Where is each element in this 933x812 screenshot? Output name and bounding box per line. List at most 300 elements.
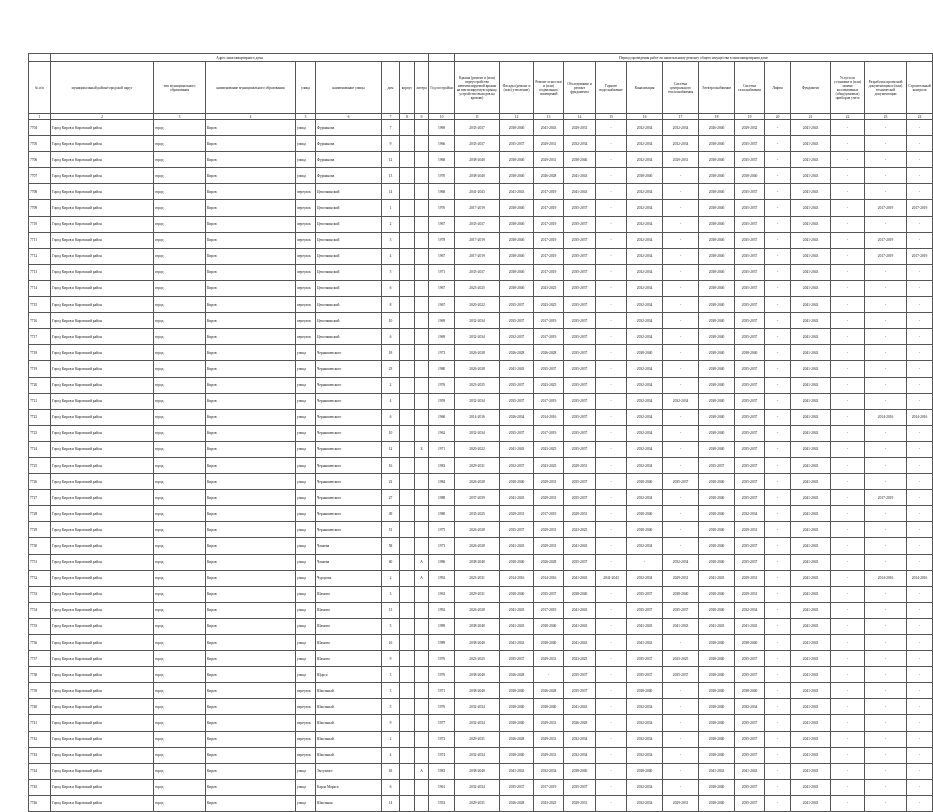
table-cell: - (865, 667, 907, 683)
table-cell: город (154, 297, 206, 313)
table-cell: переулок (296, 248, 316, 264)
table-cell: 2035-2037 (564, 248, 596, 264)
table-cell (400, 377, 415, 393)
table-cell: 2041-2043 (791, 747, 831, 763)
table-cell: Город Киров и Кировский район (51, 248, 154, 264)
table-cell: - (831, 795, 865, 811)
table-cell: 2041-2043 (500, 635, 534, 651)
table-cell: Киров (206, 747, 296, 763)
column-number: 7 (382, 114, 400, 120)
table-row (29, 441, 933, 457)
table-cell: переулок (296, 184, 316, 200)
table-cell: 2035-2037 (564, 345, 596, 361)
table-cell (400, 506, 415, 522)
table-cell: 2035-2037 (735, 474, 765, 490)
table-cell: 2017-2019 (534, 313, 564, 329)
table-cell: 2038-2040 (455, 168, 500, 184)
table-cell: 7746 (29, 795, 51, 811)
column-number: 23 (865, 114, 907, 120)
table-row (29, 538, 933, 554)
table-cell: 2041-2043 (500, 763, 534, 779)
table-cell: - (765, 683, 791, 699)
table-cell: 7710 (29, 216, 51, 232)
table-cell: 2038-2040 (699, 297, 735, 313)
column-header: Крыша (ремонт и (или) переустройство невентилируемой крыши на вентилируемую крышу, устройство выходов на кровлю) (455, 62, 500, 114)
table-cell: - (596, 264, 627, 280)
table-cell: переулок (296, 329, 316, 345)
table-cell: 2041-2043 (791, 200, 831, 216)
table-cell: - (765, 602, 791, 618)
table-cell: - (765, 474, 791, 490)
table-cell: 13 (382, 168, 400, 184)
table-cell: 2026-2040 (699, 120, 735, 136)
table-cell: город (154, 522, 206, 538)
table-cell: Город Киров и Кировский район (51, 618, 154, 634)
table-cell: переулок (296, 747, 316, 763)
table-cell: 2041-2043 (500, 538, 534, 554)
table-cell: город (154, 457, 206, 473)
table-cell: - (596, 184, 627, 200)
table-row (29, 586, 933, 602)
column-header: Фасады (ремонт и (или) утепление) (500, 62, 534, 114)
table-cell: Город Киров и Кировский район (51, 200, 154, 216)
table-cell: - (831, 522, 865, 538)
table-cell: 2029-2031 (455, 586, 500, 602)
table-cell: - (663, 715, 699, 731)
table-cell: 2032-2034 (627, 425, 663, 441)
table-cell: 2035-2037 (500, 651, 534, 667)
table-cell (400, 441, 415, 457)
table-cell: 1961 (429, 779, 455, 795)
table-cell (400, 136, 415, 152)
table-cell (415, 618, 429, 634)
table-cell: - (865, 635, 907, 651)
table-cell: город (154, 667, 206, 683)
table-cell (415, 731, 429, 747)
table-cell: - (765, 393, 791, 409)
table-cell: 2041-2043 (500, 490, 534, 506)
table-cell: - (907, 490, 933, 506)
table-cell: 2038-2040 (735, 683, 765, 699)
table-cell: 2041-2043 (791, 554, 831, 570)
table-cell: 2032-2034 (455, 313, 500, 329)
table-cell: 2041-2043 (791, 474, 831, 490)
table-cell: - (663, 297, 699, 313)
table-cell: 2032-2034 (627, 441, 663, 457)
table-cell: 2032-2034 (663, 554, 699, 570)
column-number: 14 (564, 114, 596, 120)
table-cell: Школьный (316, 747, 382, 763)
table-cell: 2032-2034 (455, 699, 500, 715)
table-cell: - (865, 731, 907, 747)
table-cell: 2035-2037 (500, 522, 534, 538)
table-cell: 1971 (429, 441, 455, 457)
table-cell: Город Киров и Кировский район (51, 779, 154, 795)
table-cell: город (154, 715, 206, 731)
table-row (29, 184, 933, 200)
table-cell: 2017-2019 (534, 200, 564, 216)
table-cell: Киров (206, 651, 296, 667)
table-cell: 7725 (29, 457, 51, 473)
table-cell: Чернышевского (316, 474, 382, 490)
table-cell: Киров (206, 474, 296, 490)
table-cell: - (596, 425, 627, 441)
table-cell: город (154, 506, 206, 522)
table-cell: - (865, 345, 907, 361)
table-cell: улица (296, 168, 316, 184)
table-cell: 2029-2031 (663, 570, 699, 586)
table-row (29, 602, 933, 618)
table-cell: 10 (382, 313, 400, 329)
table-cell: - (596, 635, 627, 651)
table-cell: Киров (206, 184, 296, 200)
table-cell: город (154, 216, 206, 232)
table-cell: 2038-2040 (500, 747, 534, 763)
table-cell: 2041-2043 (791, 120, 831, 136)
table-cell: - (831, 280, 865, 296)
table-cell: 2017-2019 (534, 779, 564, 795)
table-cell: Город Киров и Кировский район (51, 425, 154, 441)
table-cell: 2035-2037 (735, 779, 765, 795)
table-cell (400, 264, 415, 280)
table-cell: 2038-2040 (500, 264, 534, 280)
table-cell: 2029-2031 (735, 570, 765, 586)
table-cell: Город Киров и Кировский район (51, 329, 154, 345)
table-cell: - (596, 168, 627, 184)
table-cell: 2032-2034 (627, 329, 663, 345)
table-cell: - (765, 715, 791, 731)
table-cell: 1992 (429, 570, 455, 586)
table-cell: 2017-2019 (455, 248, 500, 264)
table-cell: 2038-2040 (627, 168, 663, 184)
table-cell (400, 329, 415, 345)
table-cell: 2041-2043 (791, 136, 831, 152)
table-cell (415, 361, 429, 377)
table-cell: 2038-2040 (500, 152, 534, 168)
table-cell: Город Киров и Кировский район (51, 667, 154, 683)
table-cell: переулок (296, 683, 316, 699)
table-cell: 4 (382, 393, 400, 409)
table-cell: Фурманова (316, 120, 382, 136)
table-cell (415, 425, 429, 441)
table-cell: 2032-2034 (735, 602, 765, 618)
table-cell (400, 184, 415, 200)
table-row (29, 715, 933, 731)
column-header: Ремонт отмостки и (или) подвальных помещений (534, 62, 564, 114)
column-number: 5 (296, 114, 316, 120)
table-cell: 7736 (29, 635, 51, 651)
table-cell (400, 361, 415, 377)
table-cell: - (765, 522, 791, 538)
table-cell: - (831, 120, 865, 136)
table-cell: 2035-2037 (735, 441, 765, 457)
table-row (29, 232, 933, 248)
table-cell: - (663, 409, 699, 425)
table-cell: 2035-2037 (500, 136, 534, 152)
table-cell: город (154, 345, 206, 361)
table-cell: - (596, 248, 627, 264)
table-cell: 2035-2037 (735, 136, 765, 152)
table-cell: улица (296, 602, 316, 618)
table-row (29, 506, 933, 522)
table-cell: 2038-2040 (699, 232, 735, 248)
table-cell: - (663, 763, 699, 779)
table-cell: 2029-2031 (534, 522, 564, 538)
table-cell: 14 (382, 184, 400, 200)
table-cell: город (154, 731, 206, 747)
table-cell: переулок (296, 280, 316, 296)
table-row (29, 168, 933, 184)
table-cell: - (596, 457, 627, 473)
table-cell: улица (296, 538, 316, 554)
table-cell: 2032-2034 (455, 393, 500, 409)
table-cell: 51 (382, 522, 400, 538)
table-cell: Киров (206, 248, 296, 264)
table-cell: Чернышевского (316, 361, 382, 377)
table-cell: 2032-2037 (500, 329, 534, 345)
table-cell: город (154, 635, 206, 651)
table-cell: 7728 (29, 506, 51, 522)
table-cell: 2038-2040 (455, 618, 500, 634)
table-cell (400, 409, 415, 425)
table-cell: - (831, 538, 865, 554)
table-cell: 2035-2037 (564, 554, 596, 570)
table-cell: 1972 (429, 731, 455, 747)
column-header: тип муниципального образования (154, 62, 206, 114)
table-cell: 2026-2028 (500, 667, 534, 683)
table-cell: Киров (206, 168, 296, 184)
table-cell: 2017-2019 (534, 264, 564, 280)
table-cell: 3 (382, 586, 400, 602)
table-cell: 5 (382, 618, 400, 634)
table-cell: 2029-2031 (735, 522, 765, 538)
table-cell: Школьный (316, 715, 382, 731)
column-header: наименование муниципального образования (206, 62, 296, 114)
table-cell: Карла Маркса (316, 779, 382, 795)
column-number: 18 (699, 114, 735, 120)
table-cell: 7709 (29, 200, 51, 216)
table-cell: 1984 (429, 474, 455, 490)
table-cell: 1970 (429, 168, 455, 184)
table-cell: 2035-2037 (627, 586, 663, 602)
table-cell: 2029-2031 (455, 731, 500, 747)
table-cell: - (831, 635, 865, 651)
table-cell: улица (296, 651, 316, 667)
table-row (29, 425, 933, 441)
table-cell: - (765, 747, 791, 763)
table-cell: - (765, 554, 791, 570)
table-cell: 2035-2037 (735, 393, 765, 409)
table-cell: 2017-2019 (534, 602, 564, 618)
table-cell: - (865, 699, 907, 715)
table-cell: - (907, 522, 933, 538)
table-cell: - (596, 715, 627, 731)
table-cell: - (596, 297, 627, 313)
table-cell: Чернышевского (316, 377, 382, 393)
table-cell: 2035-2037 (735, 232, 765, 248)
table-cell: 1968 (429, 152, 455, 168)
table-cell: 2029-2031 (534, 747, 564, 763)
table-cell: Б (415, 441, 429, 457)
table-cell: 2038-2040 (455, 554, 500, 570)
table-cell: 2035-2037 (564, 393, 596, 409)
table-cell: - (596, 280, 627, 296)
table-cell: 2 (382, 216, 400, 232)
table-cell: 2032-2034 (627, 490, 663, 506)
column-number: 4 (206, 114, 296, 120)
table-cell: 2035-2037 (534, 361, 564, 377)
column-number: 1 (29, 114, 51, 120)
table-cell (400, 474, 415, 490)
table-cell: 2038-2040 (663, 586, 699, 602)
table-cell: 2014-2016 (865, 409, 907, 425)
table-cell (415, 200, 429, 216)
table-cell: Город Киров и Кировский район (51, 683, 154, 699)
table-row (29, 329, 933, 345)
table-cell: - (865, 715, 907, 731)
table-cell: Киров (206, 152, 296, 168)
table-cell: - (765, 280, 791, 296)
table-cell: 2029-2031 (534, 538, 564, 554)
table-cell: Киров (206, 361, 296, 377)
table-cell: улица (296, 474, 316, 490)
table-cell: 2041-2043 (627, 618, 663, 634)
table-row (29, 651, 933, 667)
table-cell: 2038-2040 (699, 586, 735, 602)
table-cell: 1976 (429, 651, 455, 667)
table-cell: - (907, 731, 933, 747)
table-cell: Цепочкинский (316, 184, 382, 200)
column-header: муниципальный район/городской округ (51, 62, 154, 114)
table-cell (415, 409, 429, 425)
table-cell: 2038-2040 (699, 779, 735, 795)
table-cell: - (831, 345, 865, 361)
table-cell (415, 232, 429, 248)
table-cell: 2041-2043 (791, 635, 831, 651)
table-cell: 2026-2028 (455, 538, 500, 554)
table-cell: - (596, 522, 627, 538)
header-address-group: Адрес многоквартирного дома (51, 54, 429, 62)
table-cell: 7704 (29, 120, 51, 136)
table-cell: 2038-2040 (500, 683, 534, 699)
table-cell (415, 313, 429, 329)
table-cell: 7723 (29, 425, 51, 441)
table-cell: 2038-2040 (699, 683, 735, 699)
table-cell: 2038-2040 (455, 683, 500, 699)
table-cell: - (907, 554, 933, 570)
table-cell: 7742 (29, 731, 51, 747)
column-header: Канализация (627, 62, 663, 114)
table-cell: Киров (206, 441, 296, 457)
table-cell: 2029-2031 (564, 120, 596, 136)
table-cell: улица (296, 409, 316, 425)
table-cell: 2038-2040 (699, 554, 735, 570)
table-cell: - (596, 345, 627, 361)
table-cell: Город Киров и Кировский район (51, 586, 154, 602)
table-cell: Цепочкинский (316, 264, 382, 280)
table-cell: Город Киров и Кировский район (51, 361, 154, 377)
table-cell: Город Киров и Кировский район (51, 377, 154, 393)
table-cell (400, 152, 415, 168)
table-cell: - (765, 152, 791, 168)
table-cell: 2035-2037 (699, 457, 735, 473)
table-cell: 2035-2037 (500, 377, 534, 393)
table-cell: 2041-2043 (564, 699, 596, 715)
table-cell: 1962 (429, 425, 455, 441)
table-cell: 2035-2037 (663, 667, 699, 683)
table-cell: - (596, 506, 627, 522)
column-number: 21 (791, 114, 831, 120)
table-cell (400, 216, 415, 232)
table-cell: Город Киров и Кировский район (51, 731, 154, 747)
table-cell: Чернышевского (316, 457, 382, 473)
table-cell: - (831, 184, 865, 200)
table-cell: 1933 (429, 795, 455, 811)
table-cell (400, 538, 415, 554)
table-cell: - (907, 779, 933, 795)
table-cell: 2035-2037 (455, 120, 500, 136)
table-cell: 1980 (429, 361, 455, 377)
table-cell: 2041-2043 (596, 570, 627, 586)
table-cell: - (865, 795, 907, 811)
table-cell: 2038-2040 (699, 136, 735, 152)
table-cell: - (831, 779, 865, 795)
table-cell: 2041-2043 (564, 570, 596, 586)
table-cell: 2038-2040 (699, 635, 735, 651)
column-header: Горячее водоснабжение (596, 62, 627, 114)
table-cell: 2035-2037 (564, 264, 596, 280)
table-cell: Город Киров и Кировский район (51, 441, 154, 457)
table-cell: 2035-2037 (534, 586, 564, 602)
table-cell: 2032-2034 (627, 779, 663, 795)
table-cell: 2035-2037 (455, 216, 500, 232)
table-cell: - (907, 763, 933, 779)
table-row (29, 248, 933, 264)
table-cell (400, 586, 415, 602)
table-cell: 2035-2037 (564, 490, 596, 506)
table-cell: - (663, 280, 699, 296)
table-cell: 2014-2016 (500, 570, 534, 586)
table-cell: 2029-2031 (534, 715, 564, 731)
table-cell: - (596, 731, 627, 747)
table-cell: 2035-2037 (735, 667, 765, 683)
table-cell (400, 490, 415, 506)
table-cell: 2041-2043 (791, 441, 831, 457)
table-cell (415, 248, 429, 264)
table-cell: 7726 (29, 474, 51, 490)
table-cell (415, 522, 429, 538)
table-cell: Киров (206, 699, 296, 715)
table-cell: - (765, 763, 791, 779)
table-cell: 1968 (429, 184, 455, 200)
header-period-group: Период проведения работ по капитальному ремонту общего имущества в многоквартирном доме (455, 54, 933, 62)
table-cell: Киров (206, 264, 296, 280)
table-cell: 7716 (29, 313, 51, 329)
table-cell: - (907, 651, 933, 667)
table-row (29, 667, 933, 683)
table-cell: - (865, 586, 907, 602)
table-cell: 2029-2031 (534, 731, 564, 747)
table-cell: - (596, 683, 627, 699)
table-cell: 2023-2025 (564, 651, 596, 667)
table-cell: улица (296, 120, 316, 136)
table-cell: 7732 (29, 570, 51, 586)
capital-repair-table (28, 53, 933, 812)
table-cell: 2 (382, 570, 400, 586)
table-cell: 2041-2043 (791, 216, 831, 232)
table-cell: 2038-2040 (699, 280, 735, 296)
table-cell: А (415, 554, 429, 570)
